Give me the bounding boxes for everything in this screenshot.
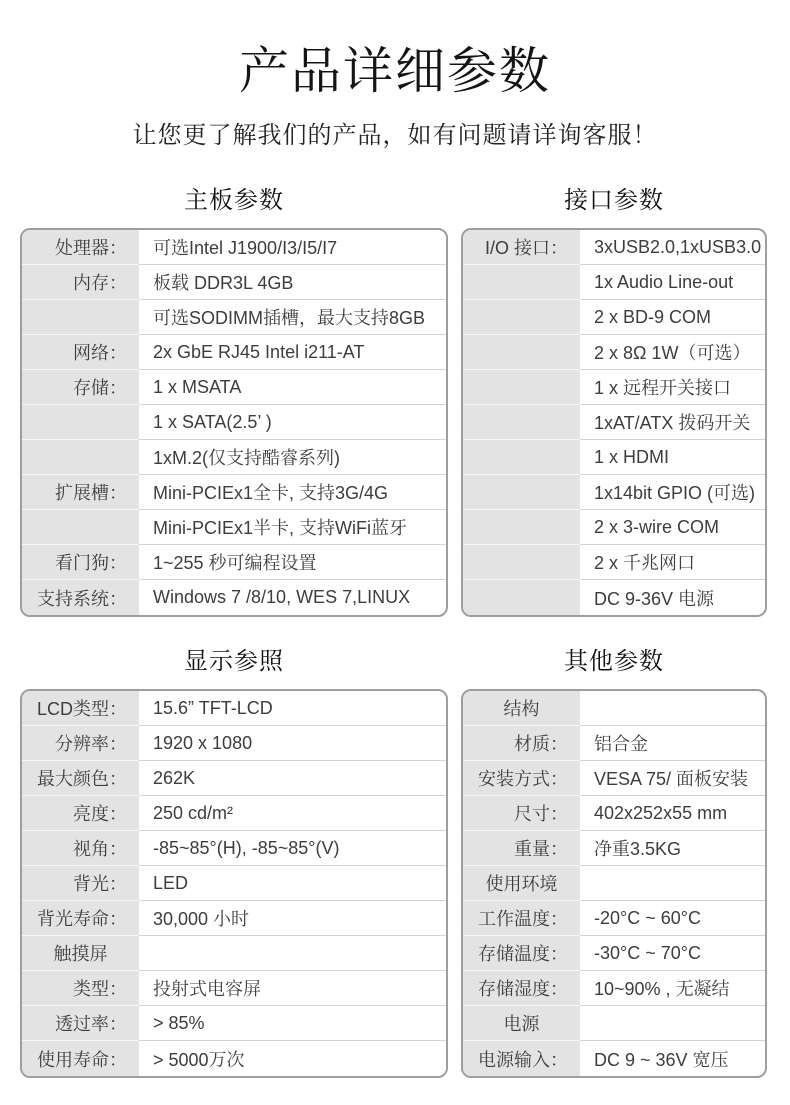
spec-row xyxy=(22,901,446,936)
spec-row xyxy=(463,265,765,300)
spec-subsection-row xyxy=(22,936,446,971)
row-value: 净重3.5KG xyxy=(580,831,765,866)
spec-row xyxy=(22,831,446,866)
row-label xyxy=(463,370,580,405)
spec-row xyxy=(22,335,446,370)
row-value: 1~255 秒可编程设置 xyxy=(139,545,446,580)
row-value xyxy=(139,936,446,971)
spec-row xyxy=(22,440,446,475)
row-value: 2x GbE RJ45 Intel i211-AT xyxy=(139,335,446,370)
row-label: 安装方式： xyxy=(463,761,580,796)
row-label: 重量： xyxy=(463,831,580,866)
spec-row xyxy=(22,866,446,901)
row-value: 2 x 8Ω 1W（可选） xyxy=(580,335,765,370)
row-subsection-title: 使用环境 xyxy=(463,866,580,901)
row-label: 支持系统： xyxy=(22,580,139,615)
row-label: 尺寸： xyxy=(463,796,580,831)
section-other xyxy=(461,647,767,1078)
row-label: 内存： xyxy=(22,265,139,300)
row-value: 1x14bit GPIO (可选) xyxy=(580,475,765,510)
row-label: 看门狗： xyxy=(22,545,139,580)
row-value: 15.6” TFT-LCD xyxy=(139,691,446,726)
row-label: 最大颜色： xyxy=(22,761,139,796)
row-value: > 5000万次 xyxy=(153,1049,245,1070)
row-value: 3xUSB2.0,1xUSB3.0 xyxy=(580,230,765,265)
row-label xyxy=(22,300,139,335)
spec-table-io xyxy=(461,228,767,617)
spec-row xyxy=(463,440,765,475)
row-value: 2 x 千兆网口 xyxy=(580,545,765,580)
spec-row xyxy=(22,230,446,265)
spec-row xyxy=(22,726,446,761)
page-subtitle: 让您更了解我们的产品，如有问题请详询客服！ xyxy=(132,122,658,149)
row-value xyxy=(580,1006,765,1041)
row-label: 存储湿度： xyxy=(463,971,580,1006)
spec-row xyxy=(463,300,765,335)
spec-row xyxy=(22,971,446,1006)
row-label: 存储： xyxy=(22,370,139,405)
spec-row xyxy=(463,936,765,971)
spec-row xyxy=(22,265,446,300)
row-value: 262K xyxy=(139,761,446,796)
spec-table-display xyxy=(20,689,448,1078)
spec-row xyxy=(463,370,765,405)
spec-row xyxy=(22,545,446,580)
row-label: 视角： xyxy=(22,831,139,866)
row-label: 工作温度： xyxy=(463,901,580,936)
spec-row xyxy=(463,475,765,510)
spec-row xyxy=(22,1006,446,1041)
spec-row xyxy=(463,545,765,580)
spec-subsection-row xyxy=(463,1006,765,1041)
row-label xyxy=(463,335,580,370)
row-value: 2 x BD-9 COM xyxy=(580,300,765,335)
row-value: 板载 DDR3L 4GB xyxy=(139,265,446,300)
row-value: 2 x 3-wire COM xyxy=(580,510,765,545)
row-subsection-title: 电源 xyxy=(463,1006,580,1041)
row-value: 10~90% , 无凝结 xyxy=(580,971,765,1006)
row-value: Windows 7 /8/10, WES 7,LINUX xyxy=(153,587,411,607)
row-label: 亮度： xyxy=(22,796,139,831)
section-title-display: 显示参照 xyxy=(184,648,284,675)
row-label xyxy=(463,265,580,300)
row-value: DC 9 ~ 36V 宽压 xyxy=(594,1049,729,1070)
spec-row xyxy=(463,761,765,796)
row-value: 可选SODIMM插槽，最大支持8GB xyxy=(139,300,446,335)
row-value: 30,000 小时 xyxy=(139,901,446,936)
section-mainboard xyxy=(20,186,448,617)
row-label: 电源输入： xyxy=(463,1041,580,1076)
row-value: VESA 75/ 面板安装 xyxy=(580,761,765,796)
spec-subsection-row xyxy=(463,691,765,726)
row-value: 402x252x55 mm xyxy=(580,796,765,831)
spec-tables-row-top xyxy=(0,186,790,617)
row-label xyxy=(463,475,580,510)
spec-row xyxy=(22,691,446,726)
spec-row xyxy=(22,370,446,405)
row-label: 材质： xyxy=(463,726,580,761)
row-label xyxy=(22,405,139,440)
spec-row xyxy=(22,761,446,796)
section-title-mainboard: 主板参数 xyxy=(184,187,284,214)
row-label xyxy=(22,440,139,475)
row-label xyxy=(463,580,580,615)
section-title-other: 其他参数 xyxy=(564,648,664,675)
spec-row xyxy=(22,300,446,335)
row-value: > 85% xyxy=(139,1006,446,1041)
row-value: 1xAT/ATX 拨码开关 xyxy=(580,405,765,440)
row-value: 可选Intel J1900/I3/I5/I7 xyxy=(139,230,446,265)
row-label xyxy=(463,300,580,335)
row-label: I/O 接口： xyxy=(463,230,580,265)
row-label: 使用寿命： xyxy=(22,1041,139,1076)
row-label: 扩展槽： xyxy=(22,475,139,510)
row-label: 背光： xyxy=(22,866,139,901)
spec-row xyxy=(22,580,446,615)
spec-row xyxy=(463,580,765,615)
section-title-io: 接口参数 xyxy=(564,187,664,214)
spec-row xyxy=(463,405,765,440)
row-label xyxy=(463,510,580,545)
spec-tables-row-bottom xyxy=(0,647,790,1078)
spec-row xyxy=(463,1041,765,1076)
row-value: 1920 x 1080 xyxy=(139,726,446,761)
row-label xyxy=(463,545,580,580)
spec-row xyxy=(463,901,765,936)
row-value: 1 x HDMI xyxy=(580,440,765,475)
row-label: 网络： xyxy=(22,335,139,370)
row-value: 1 x 远程开关接口 xyxy=(580,370,765,405)
row-value: 1 x SATA(2.5’ ) xyxy=(139,405,446,440)
spec-row xyxy=(463,230,765,265)
spec-table-mainboard xyxy=(20,228,448,617)
row-value: Mini-PCIEx1半卡, 支持WiFi蓝牙 xyxy=(139,510,446,545)
row-label: 类型： xyxy=(22,971,139,1006)
row-label xyxy=(22,510,139,545)
row-value: 铝合金 xyxy=(580,726,765,761)
row-value: 投射式电容屏 xyxy=(139,971,446,1006)
spec-subsection-row xyxy=(463,866,765,901)
row-value xyxy=(580,691,765,726)
spec-row xyxy=(22,796,446,831)
row-value xyxy=(580,866,765,901)
section-display xyxy=(20,647,448,1078)
page-title: 产品详细参数 xyxy=(239,43,551,99)
row-value: -85~85°(H), -85~85°(V) xyxy=(139,831,446,866)
spec-row xyxy=(463,971,765,1006)
spec-row xyxy=(22,475,446,510)
spec-row xyxy=(22,1041,446,1076)
row-subsection-title: 触摸屏 xyxy=(22,936,139,971)
spec-row xyxy=(463,831,765,866)
row-label xyxy=(463,440,580,475)
row-label: 分辨率： xyxy=(22,726,139,761)
row-label: 存储温度： xyxy=(463,936,580,971)
spec-row xyxy=(22,405,446,440)
row-value: DC 9-36V 电源 xyxy=(594,588,715,609)
row-value: 250 cd/m² xyxy=(139,796,446,831)
spec-row xyxy=(22,510,446,545)
spec-row xyxy=(463,796,765,831)
row-value: -20°C ~ 60°C xyxy=(580,901,765,936)
row-label: 透过率： xyxy=(22,1006,139,1041)
spec-row xyxy=(463,510,765,545)
row-value: LED xyxy=(139,866,446,901)
row-label: 背光寿命： xyxy=(22,901,139,936)
row-value: 1xM.2(仅支持酷睿系列) xyxy=(139,440,446,475)
row-value: -30°C ~ 70°C xyxy=(580,936,765,971)
section-io xyxy=(461,186,767,617)
row-value: Mini-PCIEx1全卡, 支持3G/4G xyxy=(139,475,446,510)
row-value: 1 x MSATA xyxy=(139,370,446,405)
row-label: 处理器： xyxy=(22,230,139,265)
spec-row xyxy=(463,335,765,370)
spec-row xyxy=(463,726,765,761)
spec-table-other xyxy=(461,689,767,1078)
row-label: LCD类型： xyxy=(22,691,139,726)
row-subsection-title: 结构 xyxy=(463,691,580,726)
row-value: 1x Audio Line-out xyxy=(580,265,765,300)
row-label xyxy=(463,405,580,440)
